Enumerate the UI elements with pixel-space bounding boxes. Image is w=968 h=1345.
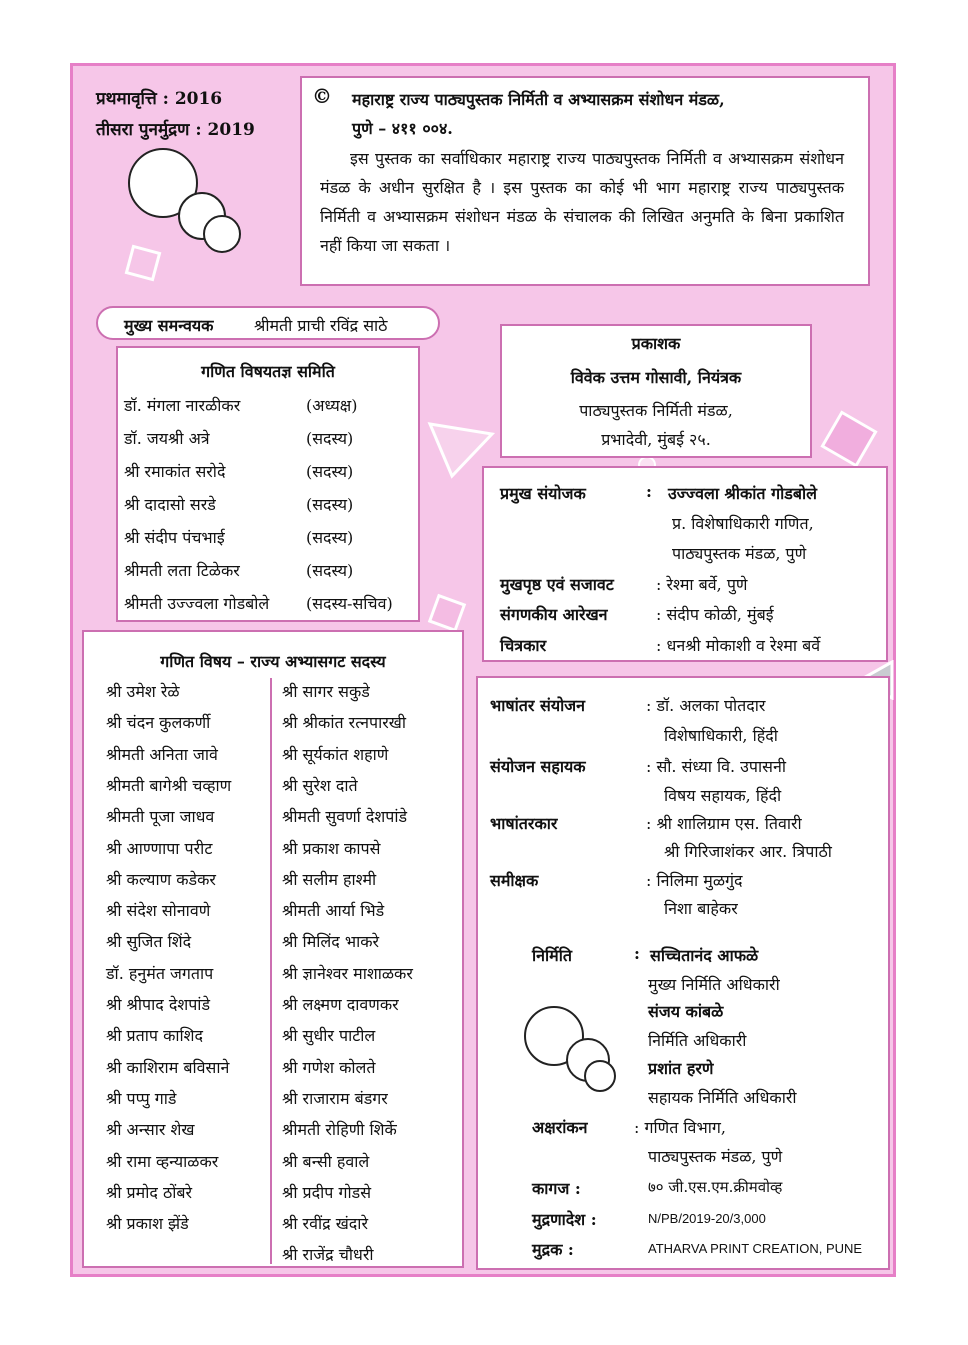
production-label: निर्मिति (532, 946, 573, 965)
typeset-value1: : गणित विभाग, (634, 1118, 726, 1137)
study-group-member: श्री प्रकाश झेंडे (106, 1214, 189, 1234)
order-label: मुद्रणादेश : (532, 1210, 597, 1229)
committee-member-role: (सदस्य) (306, 528, 354, 547)
committee-box (116, 346, 420, 622)
production-name3: प्रशांत हरणे (648, 1059, 714, 1078)
study-group-member: श्री संदेश सोनावणे (106, 901, 211, 921)
coordinator-label: मुख्य समन्वयक (124, 316, 214, 335)
study-group-member: श्री प्रताप काशिद (106, 1026, 204, 1046)
study-group-member: श्री उमेश रेळे (106, 682, 180, 701)
study-group-member: श्री सागर सकुडे (282, 682, 370, 701)
study-group-member: श्री ज्ञानेश्वर माशाळकर (282, 963, 413, 983)
cover-label: मुखपृष्ठ एवं सजावट (500, 575, 614, 594)
graphics-label: संगणकीय आरेखन (500, 605, 608, 624)
chief-designation: प्र. विशेषाधिकारी गणित, (672, 514, 814, 533)
publisher-title: प्रकाशक (631, 334, 681, 353)
study-group-member: श्री चंदन कुलकर्णी (106, 713, 211, 733)
reviewer-value1: : निलिमा मुळगुंद (646, 871, 743, 890)
typeset-label: अक्षरांकन (532, 1118, 588, 1137)
study-group-member: श्री काशिराम बविसाने (106, 1057, 230, 1077)
committee-title: गणित विषयतज्ञ समिति (201, 362, 335, 381)
production-colon: : (634, 944, 640, 963)
study-group-member: श्री सुधीर पाटील (282, 1026, 376, 1046)
translation-coord-value1: : डॉ. अलका पोतदार (646, 696, 766, 715)
study-group-divider (270, 678, 272, 1264)
copyright-body: इस पुस्तक का सर्वाधिकार महाराष्ट्र राज्य पाठ्यपुस्तक निर्मिती व अभ्यासक्रम संशोधन मंडळ के अधीन सुरक्षित है । इस पुस्तक का कोई भी भाग महाराष्ट्र राज्य पाठ्यपुस्तक निर्मिती व अभ्यासक्रम संशोधन मंडळ के संचालक की लिखित अनुमति के बिना प्रकाशित नहीं किया जा सकता । (320, 149, 844, 255)
publisher-box (500, 324, 812, 458)
study-group-member: श्रीमती रोहिणी शिर्के (282, 1120, 397, 1140)
chief-colon: : (646, 482, 652, 501)
study-group-member: श्री लक्ष्मण दावणकर (282, 995, 399, 1014)
artist-label: चित्रकार (500, 636, 547, 655)
translation-asst-value2: विषय सहायक, हिंदी (664, 786, 782, 805)
copyright-box (300, 76, 870, 286)
translator-value1: : श्री शालिग्राम एस. तिवारी (646, 814, 802, 833)
study-group-member: श्री सुजित शिंदे (106, 932, 192, 952)
committee-member-name: श्रीमती उज्ज्वला गोडबोले (124, 594, 270, 613)
translation-coord-value2: विशेषाधिकारी, हिंदी (664, 726, 778, 745)
committee-member-name: श्री दादासो सरडे (124, 495, 216, 514)
study-group-member: श्री आण्णापा परीट (106, 838, 213, 858)
reviewer-label: समीक्षक (490, 871, 539, 890)
committee-member-role: (सदस्य) (306, 462, 354, 481)
chief-office: पाठ्यपुस्तक मंडळ, पुणे (672, 544, 807, 563)
artist-value: : धनश्री मोकाशी व रेश्मा बर्वे (656, 636, 821, 655)
committee-member-name: डॉ. मंगला नारळीकर (124, 396, 241, 415)
typeset-value2: पाठ्यपुस्तक मंडळ, पुणे (648, 1147, 783, 1166)
study-group-member: श्रीमती पूजा जाधव (106, 807, 215, 827)
reprint-edition: तीसरा पुनर्मुद्रण : 2019 (96, 120, 255, 140)
publisher-org: पाठ्यपुस्तक निर्मिती मंडळ, (579, 401, 733, 420)
study-group-member: श्रीमती बागेश्री चव्हाण (106, 775, 232, 795)
cover-value: : रेश्मा बर्वे, पुणे (656, 575, 748, 594)
study-group-member: श्री सूर्यकांत शहाणे (282, 744, 389, 764)
study-group-member: श्री सलीम हाश्मी (282, 869, 377, 889)
production-name2: संजय कांबळे (648, 1002, 724, 1021)
study-group-member: श्रीमती आर्या भिडे (282, 901, 385, 921)
committee-member-role: (अध्यक्ष) (306, 396, 358, 415)
study-group-member: श्री बन्सी हवाले (282, 1151, 370, 1171)
committee-member-role: (सदस्य) (306, 495, 354, 514)
study-group-member: श्री पप्पु गाडे (106, 1088, 177, 1108)
study-group-member: श्री राजेंद्र चौधरी (282, 1245, 374, 1265)
translator-value2: श्री गिरिजाशंकर आर. त्रिपाठी (664, 842, 832, 861)
translation-coord-label: भाषांतर संयोजन (490, 696, 586, 715)
paper-label: कागज : (532, 1179, 581, 1198)
graphics-value: : संदीप कोळी, मुंबई (656, 605, 774, 624)
printer-value: ATHARVA PRINT CREATION, PUNE (648, 1241, 863, 1256)
committee-member-name: श्री संदीप पंचभाई (124, 528, 225, 547)
reviewer-value2: निशा बाहेकर (664, 899, 738, 918)
committee-member-name: डॉ. जयश्री अत्रे (124, 429, 210, 448)
copyright-line1: महाराष्ट्र राज्य पाठ्यपुस्तक निर्मिती व अभ्यासक्रम संशोधन मंडळ, (352, 90, 725, 109)
printer-label: मुद्रक : (532, 1240, 574, 1259)
study-group-member: श्री श्रीपाद देशपांडे (106, 995, 211, 1014)
production-role3: सहायक निर्मिति अधिकारी (648, 1088, 797, 1107)
study-group-title: गणित विषय – राज्य अभ्यासगट सदस्य (160, 652, 386, 671)
study-group-member: श्री गणेश कोलते (282, 1057, 376, 1077)
study-group-member: श्री श्रीकांत रत्नपारखी (282, 713, 407, 733)
study-group-member: श्री प्रदीप गोडसे (282, 1182, 372, 1202)
study-group-member: श्री प्रमोद ठोंबरे (106, 1182, 193, 1202)
chief-name: उज्ज्वला श्रीकांत गोडबोले (668, 484, 817, 503)
chief-label: प्रमुख संयोजक (500, 484, 586, 503)
study-group-member: डॉ. हनुमंत जगताप (106, 963, 214, 983)
coordinator-name: श्रीमती प्राची रविंद्र साठे (254, 316, 388, 335)
production-role2: निर्मिति अधिकारी (648, 1031, 747, 1050)
study-group-member: श्रीमती सुवर्णा देशपांडे (282, 807, 408, 827)
study-group-member: श्री सुरेश दाते (282, 775, 358, 795)
decorative-circle-outline-small (584, 1060, 616, 1092)
study-group-box (82, 630, 464, 1268)
coordinator-pill (96, 306, 440, 340)
paper-value: ७० जी.एस.एम.क्रीमवोव्ह (648, 1178, 783, 1196)
study-group-member: श्री रामा व्हन्याळकर (106, 1151, 219, 1171)
study-group-member: श्री प्रकाश कापसे (282, 838, 381, 858)
copyright-symbol: © (312, 84, 332, 108)
committee-member-name: श्री रमाकांत सरोदे (124, 462, 226, 481)
publisher-address: प्रभादेवी, मुंबई २५. (601, 430, 711, 449)
translation-asst-label: संयोजन सहायक (490, 757, 586, 776)
production-role1: मुख्य निर्मिति अधिकारी (648, 975, 780, 994)
committee-member-role: (सदस्य) (306, 429, 354, 448)
committee-member-role: (सदस्य-सचिव) (306, 594, 393, 613)
study-group-member: श्रीमती अनिता जावे (106, 744, 218, 764)
committee-member-name: श्रीमती लता टिळेकर (124, 561, 240, 580)
publisher-name: विवेक उत्तम गोसावी, नियंत्रक (570, 368, 742, 387)
translation-box (476, 676, 890, 1270)
production-name1: सच्चितानंद आफळे (650, 946, 759, 965)
study-group-member: श्री अन्सार शेख (106, 1120, 195, 1140)
translator-label: भाषांतरकार (490, 814, 558, 833)
translation-asst-value1: : सौ. संध्या वि. उपासनी (646, 757, 787, 776)
study-group-member: श्री कल्याण कडेकर (106, 869, 216, 889)
copyright-line2: पुणे – ४११ ००४. (352, 119, 453, 138)
order-value: N/PB/2019-20/3,000 (648, 1211, 766, 1226)
first-edition: प्रथमावृत्ति : 2016 (96, 89, 223, 109)
credits-box (482, 466, 888, 662)
study-group-member: श्री राजाराम बंडगर (282, 1088, 388, 1108)
study-group-member: श्री मिलिंद भाकरे (282, 932, 380, 952)
decorative-circle-small (203, 215, 241, 253)
study-group-member: श्री रवींद्र खंदारे (282, 1214, 368, 1234)
committee-member-role: (सदस्य) (306, 561, 354, 580)
